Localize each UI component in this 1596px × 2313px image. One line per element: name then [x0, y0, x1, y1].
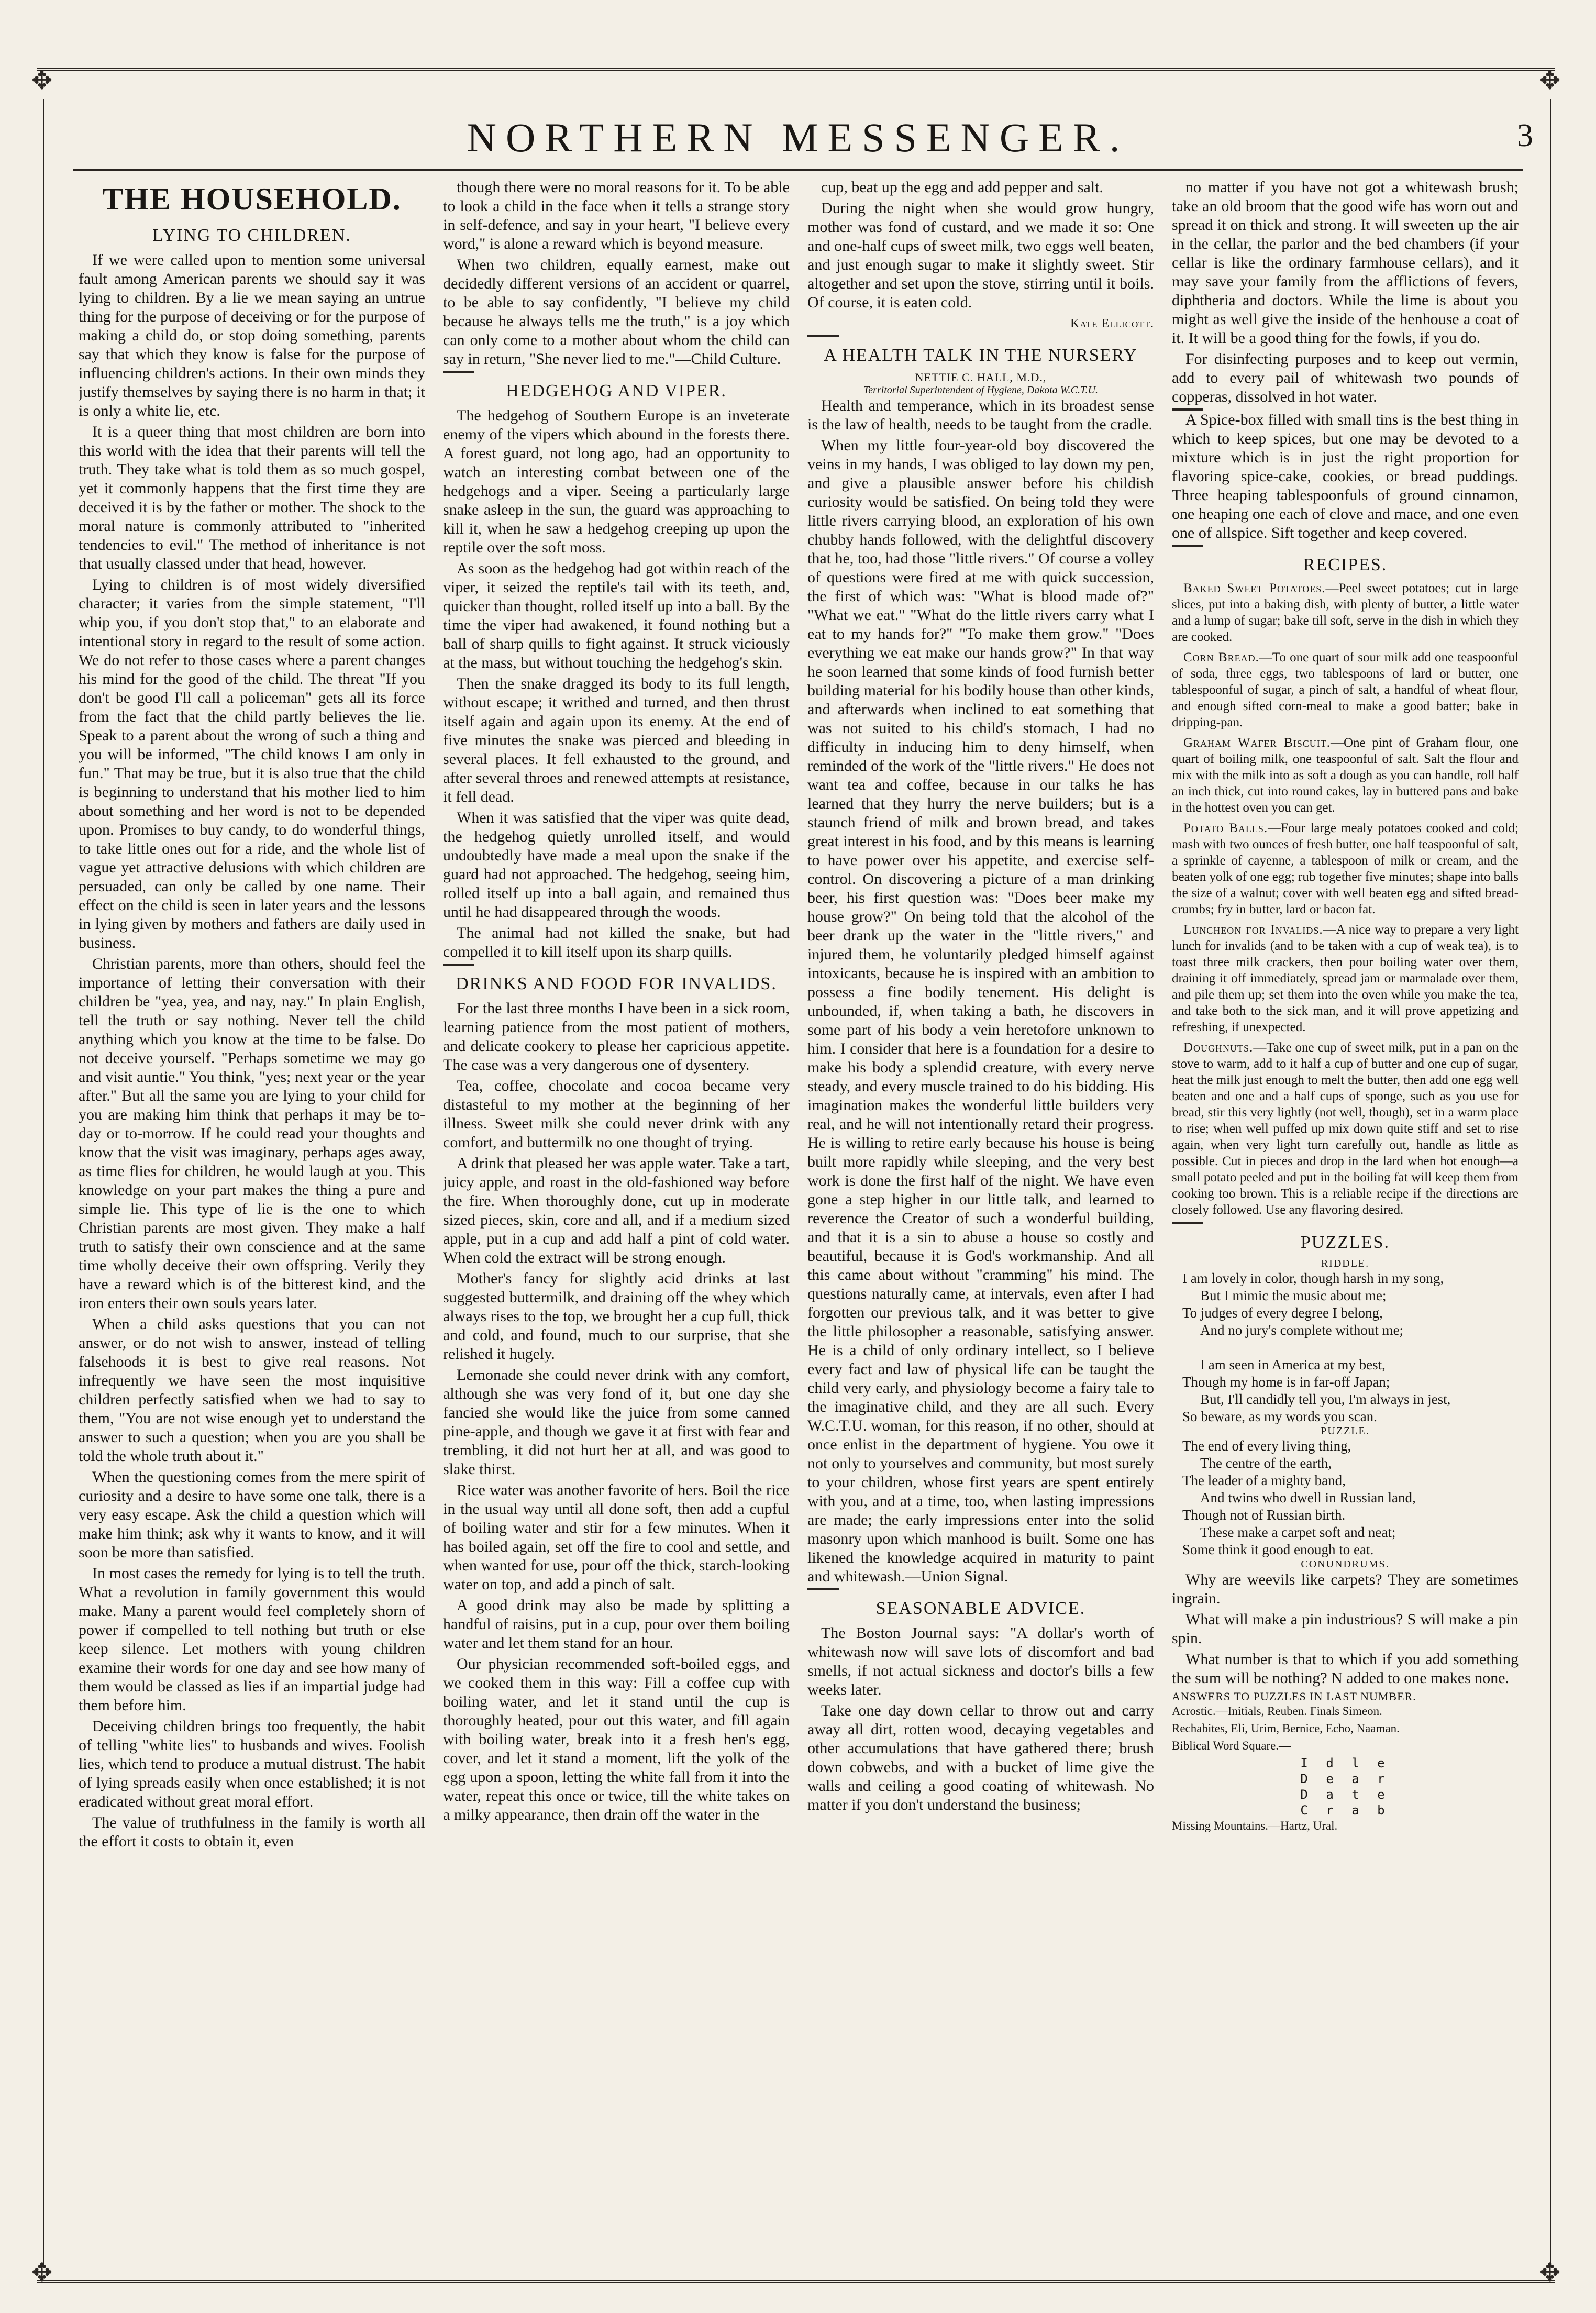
paragraph: A drink that pleased her was apple water. Take a tart, juicy apple, and roast in the old-fashioned way before the fire. When thoroughly done, cut up in moderate sized pieces, skin, core and all, and if a medium sized apple, put in a cup and add half a pint of cold water. When cold the extract will be strong enough. — [443, 1155, 790, 1266]
recipe-text: —Take one cup of sweet milk, put in a pan on the stove to warm, add to it half a cup of butter and one cup of sugar, heat the milk just enough to melt the butter, then add one egg well beaten and one and a half cups of sponge, such as you use for bread, stir this very lightly (not well, though), set in a warm place to rise; when well puffed up mix down quite stiff and set to rise again, when very light turn carefully out, handle as little as possible. Cut in pieces and drop in the lard when hot enough—a small potato peeled and put in the boiling fat will keep them from cooking too brown. This is a reliable recipe if the directions are closely followed. Use any flavoring desired. — [1172, 1041, 1519, 1217]
verse-line: These make a carpet soft and neat; — [1200, 1524, 1396, 1540]
recipe — [1172, 922, 1519, 1035]
recipe — [1172, 820, 1519, 917]
corner-ornament-icon: ✥ — [1539, 66, 1561, 95]
article-continuation — [1172, 178, 1519, 406]
recipe-text: —A nice way to prepare a very light lunch for invalids (and to be taken with a cup of weak tea), is to toast three milk crackers, then pour boiling water over them, draining it off immediately, spread jam or marmalade over them, and pile them up; set them into the oven while you make the tea, and take both to the sick man, and it will prove appetizing and refreshing, if unexpected. — [1172, 923, 1519, 1034]
paragraph: As soon as the hedgehog had got within reach of the viper, it seized the reptile's tail with its teeth, and, quicker than thought, rolled itself up into a ball. By the time the viper had awakened, it found nothing but a ball of sharp quills to fight against. It struck viciously at the mass, but without touching the hedgehog's skin. — [443, 560, 790, 671]
recipe-text: —To one quart of sour milk add one teaspoonful of soda, three eggs, two tablespoons of lard or butter, one tablespoonful of sugar, a pinch of salt, a handful of wheat flour, and enough sifted corn-meal to make a good batter; bake in dripping-pan. — [1172, 650, 1519, 729]
word-square — [1172, 1755, 1519, 1818]
verse-line: And no jury's complete without me; — [1200, 1322, 1404, 1338]
recipe-text: —One pint of Graham flour, one quart of boiling milk, one teaspoonful of salt. Salt the flour and mix with the milk into as soft a dough as you can handle, roll half an inch thick, cut into round cakes, lay in buttered pans and bake in the hottest oven you can get. — [1172, 736, 1519, 815]
column-2 — [443, 178, 790, 2262]
paragraph: though there were no moral reasons for it. To be able to look a child in the face when it tells a strange story in self-defence, and say in your heart, "I believe every word," is alone a reward which is beyond measure. — [443, 179, 790, 252]
column-3 — [807, 178, 1154, 2262]
article-body — [79, 251, 425, 1851]
paragraph: When the questioning comes from the mere spirit of curiosity and a desire to have some one talk, there is a very easy escape. Ask the child a question which will make him think; ask why it wants to know, and it will soon be more than satisfied. — [79, 1468, 425, 1561]
verse-line: The centre of the earth, — [1200, 1455, 1332, 1471]
puzzle-label: PUZZLE. — [1321, 1425, 1370, 1437]
recipe-name: Baked Sweet Potatoes. — [1183, 581, 1326, 595]
verse-line: To judges of every degree I belong, — [1182, 1305, 1383, 1321]
recipe — [1172, 580, 1519, 645]
paragraph: Take one day down cellar to throw out and carry away all dirt, rotten wood, decaying vegetables and other accumulations that have gathered there; brush down cobwebs, and with a bucket of lime give the walls and ceiling a good coating of whitewash. No matter if you don't understand the business; — [807, 1702, 1154, 1813]
article-title: DRINKS AND FOOD FOR INVALIDS. — [456, 974, 777, 993]
paragraph: cup, beat up the egg and add pepper and salt. — [821, 179, 1103, 196]
masthead-rule — [73, 169, 1523, 171]
riddle-verse — [1172, 1270, 1519, 1425]
article-continuation — [443, 178, 790, 369]
answers-list — [1172, 1703, 1519, 1736]
verse-line: D e a r — [1300, 1772, 1390, 1786]
puzzles-title: PUZZLES. — [1301, 1233, 1390, 1252]
article-body — [443, 999, 790, 1824]
paragraph: In most cases the remedy for lying is to tell the truth. What a revolution in family government this would make. Many a parent would feel completely shorn of power if compelled to tell nothing but truth or else keep silence. Let mothers with young children examine their words for one day and see how many of them would be classed as lies if an impartial judge had them before him. — [79, 1565, 425, 1714]
paragraph: Lying to children is of most widely diversified character; it varies from the simple statement, "I'll whip you, if you don't stop that," to an elaborate and intentional story in regard to the result of some action. We do not refer to those cases where a parent changes his mind for the good of the child. The threat "If you don't be good I'll call a policeman" gets all its force from the fact that the child partly believes the lie. Speak to a parent about the wrong of such a thing and you will be informed, "The child knows I am only in fun." That may be true, but it is also true that the child is beginning to understand that his mother lied to him about something and her word is not to be depended upon. Promises to buy candy, to do wonderful things, to take little ones out for a ride, and the whole list of vague yet attractive delusions with which children are persuaded, can only be called by one name. Their effect on the child is seen in later years and the lessons in lying given by mothers and fathers are daily used in business. — [79, 576, 425, 951]
conundrums-label: CONUNDRUMS. — [1301, 1558, 1390, 1570]
paragraph: What will make a pin industrious? S will make a pin spin. — [1172, 1611, 1519, 1647]
paragraph: During the night when she would grow hungry, mother was fond of custard, and we made it so: One and one-half cups of sweet milk, two eggs well beaten, and just enough sugar to make it slightly sweet. Stir altogether and set upon the stove, stirring until it boils. Of course, it is eaten cold. — [807, 200, 1154, 311]
spice-box-paragraph: A Spice-box filled with small tins is the best thing in which to keep spices, but one may be devoted to a mixture which is in just the right proportion for flavoring spice-cake, cookies, or bread puddings. Three heaping tablespoonfuls of ground cinnamon, one heaping one each of clove and mace, and one even one of allspice. Sift together and keep covered. — [1172, 411, 1519, 541]
verse-line: So beware, as my words you scan. — [1182, 1409, 1377, 1424]
byline: NETTIE C. HALL, M.D., — [915, 371, 1047, 384]
paragraph: The value of truthfulness in the family is worth all the effort it costs to obtain it, even — [79, 1814, 425, 1850]
paragraph: Christian parents, more than others, should feel the importance of letting their conversation with their children be "yea, yea, and nay, nay." In plain English, tell the truth or say nothing. Never tell the child anything which you know at the time to be false. Do not deceive yourself. "Perhaps sometime we may go and visit auntie." You think, "yes; next year or the year after." But all the same you are lying to your child for you are making him think that perhaps it may be to-day or to-morrow. If he could read your thoughts and know that the visit was imaginary, perhaps ages away, as time flies for children, he would laugh at you. This knowledge on your part makes the thing a pure and simple lie. This type of lie is the one to which Christian parents are most given. They make a half truth to satisfy their own conscience and at the same time wholly deceive their own offspring. Verily they have a reward which is of the bitterest kind, and the iron enters their own souls years later. — [79, 955, 425, 1312]
paragraph: Tea, coffee, chocolate and cocoa became very distasteful to my mother at the beginning of her illness. Sweet milk she could never drink with any comfort, and buttermilk no one thought of trying. — [443, 1077, 790, 1151]
article-body — [807, 1624, 1154, 1814]
missing-mountains: Missing Mountains.—Hartz, Ural. — [1172, 1819, 1338, 1832]
verse-line: D a t e — [1300, 1787, 1390, 1802]
divider-rule — [443, 371, 474, 373]
paragraph: Health and temperance, which in its broadest sense is the law of health, needs to be taught from the cradle. — [807, 397, 1154, 433]
left-border-rule — [42, 99, 44, 2267]
verse-line: But I mimic the music about me; — [1200, 1288, 1387, 1303]
recipe-name: Graham Wafer Biscuit. — [1183, 736, 1331, 750]
article-title: A HEALTH TALK IN THE NURSERY — [824, 346, 1138, 365]
divider-rule — [1172, 545, 1203, 547]
recipe-name: Corn Bread. — [1183, 650, 1259, 665]
verse-line: The leader of a mighty band, — [1182, 1473, 1346, 1488]
recipe-name: Doughnuts. — [1183, 1041, 1254, 1055]
corner-ornament-icon: ✥ — [1539, 2258, 1561, 2287]
recipe — [1172, 735, 1519, 816]
paragraph: Rice water was another favorite of hers. Boil the rice in the usual way until all done soft, then add a cupful of boiling water and stir for a few minutes. When it has boiled again, set off the fire to cool and settle, and when wanted for use, pour off the thick, starch-looking water on top, and add a pinch of salt. — [443, 1481, 790, 1593]
paragraph: What number is that to which if you add something the sum will be nothing? N added to one makes none. — [1172, 1651, 1519, 1687]
recipe-text: —Peel sweet potatoes; cut in large slices, put into a baking dish, with plenty of butter, a little water and a lump of sugar; bake till soft, serve in the dish in which they are cooked. — [1172, 581, 1519, 644]
recipe-name: Potato Balls. — [1183, 821, 1268, 835]
verse-line — [1182, 1339, 1519, 1356]
recipe-name: Luncheon for Invalids. — [1183, 923, 1323, 937]
paragraph: When my little four-year-old boy discovered the veins in my hands, I was obliged to lay down my pen, and give a plausible answer before his childish curiosity would be satisfied. On being told they were little rivers carrying blood, an exploration of his own chubby hands followed, with the delightful discovery that he, too, had those "little rivers." Of course a volley of questions were fired at me with quick succession, the first of which was: "What is blood made of?" "What we eat." "What do the little rivers carry what I eat to my hands for?" "To make them grow." "Does everything we eat make our hands grow?" In that way he soon learned that some kinds of food furnish better building material for his bodily house than other kinds, and afterwards when inclined to eat something that was not suited to his child's stomach, I had no difficulty in inducing him to deny himself, when reminded of the work of the "little rivers." He does not want tea and coffee, because in our talks he has learned that they hurry the nerve builders; but is a staunch friend of milk and brown bread, and takes great interest in his food, and by this means is learning to have power over his appetite, and exercise self-control. On discovering a picture of a man drinking beer, his first question was: "Does beer make my house grow?" On being told that the alcohol of the beer drank up the water in the "little rivers," and injured them, he voluntarily pledged himself against intoxicants, because he is inspired with an ambition to possess a fine bodily tenement. His delight is unbounded, if, when taking a bath, he discovers in some part of his body a vein heretofore unknown to him. I consider that here is a foundation for a desire to make his body a splendid creature, with every nerve steady, and every muscle trained to do his bidding. His imagination makes the wonderful little builders very real, and he will not intentionally retard their progress. He is willing to retire early because his house is being built more rapidly while sleeping, and the very best work is done the first half of the night. We have even gone a step higher in our little talk, and learned to reverence the Creator of such a wonderful building, and that it is a sin to abuse a house so costly and beautiful, because it is God's workmanship. And all this came about without "cramming" his mind. The questions naturally came, at intervals, even after I had forgotten our previous talk, and it was better to give the little philosopher a reasonable, satisfying answer. He is a child of only ordinary intellect, so I believe every fact and law of physical life can be taught the child very early, and physiology become a fairy tale to the imaginative child, and they are all such. Every W.C.T.U. woman, for this reason, if no other, should at once enlist in the department of hygiene. You owe it not only to yourselves and community, but most surely to your children, whose first years are spent entirely with you, and at a time, too, when lasting impressions are made; the early impressions enter into the solid masonry upon which manhood is built. Some one has likened the knowledge acquired in maturity to paint and whitewash.—Union Signal. — [807, 437, 1154, 1585]
article-title: HEDGEHOG AND VIPER. — [506, 381, 727, 401]
paragraph: no matter if you have not got a whitewash brush; take an old broom that the good wife has worn out and spread it on thick and strong. It will sweeten up the air in the cellar, the parlor and the bed chambers (if your cellar is like the ordinary farmhouse cellars), and it may save your family from the afflictions of fevers, diphtheria and doctors. While the lime is about you might as well give the inside of the henhouse a coat of it. It will be a good thing for the fowls, if you do. — [1172, 179, 1519, 347]
masthead-title: NORTHERN MESSENGER. — [467, 115, 1129, 160]
paragraph: For the last three months I have been in a sick room, learning patience from the most patient of mothers, and delicate cookery to please her capricious appetite. The case was a very dangerous one of dysentery. — [443, 1000, 790, 1074]
paragraph: Mother's fancy for slightly acid drinks at last suggested buttermilk, and draining off the whey which always rises to the top, we brought her a cup full, thick and cold, and found, much to our surprise, that she relished it hugely. — [443, 1270, 790, 1363]
article-title: SEASONABLE ADVICE. — [875, 1599, 1086, 1618]
divider-rule — [443, 964, 474, 966]
recipe — [1172, 1039, 1519, 1218]
recipe-text: —Four large mealy potatoes cooked and cold; mash with two ounces of fresh butter, one half teaspoonful of salt, a sprinkle of cayenne, a tablespoon of milk or cream, and the beaten yolk of one egg; rub together five minutes; shape into balls the size of a walnut; cover with well beaten egg and sifted bread-crumbs; fry in butter, lard or bacon fat. — [1172, 821, 1519, 916]
section-title: THE HOUSEHOLD. — [102, 182, 402, 216]
byline-affiliation: Territorial Superintendent of Hygiene, Dakota W.C.T.U. — [863, 384, 1099, 396]
page-number: 3 — [1517, 118, 1533, 153]
recipes-title: RECIPES. — [1303, 555, 1388, 574]
recipe — [1172, 649, 1519, 731]
verse-line: C r a b — [1300, 1803, 1390, 1818]
article-continuation — [807, 178, 1154, 312]
verse-line: I am lovely in color, though harsh in my song, — [1182, 1270, 1444, 1286]
verse-line: I d l e — [1300, 1756, 1390, 1770]
paragraph: Lemonade she could never drink with any comfort, although she was very fond of it, but one day she fancied she would like the juice from some canned pine-apple, and though we gave it at first with fear and trembling, it did not hurt her at all, and was good to slake thirst. — [443, 1366, 790, 1478]
paragraph: The Boston Journal says: "A dollar's worth of whitewash now will save lots of discomfort and bad smells, if not actual sickness and doctor's bills a few weeks later. — [807, 1624, 1154, 1698]
verse-line: Though my home is in far-off Japan; — [1182, 1374, 1390, 1390]
paragraph: Deceiving children brings too frequently, the habit of telling "white lies" to husbands and wives. Foolish lies, which tend to produce a mutual distrust. The habit of lying spreads easily when once established; it is not eradicated without great moral effort. — [79, 1718, 425, 1810]
paragraph: For disinfecting purposes and to keep out vermin, add to every pail of whitewash two pounds of copperas, dissolved in hot water. — [1172, 350, 1519, 405]
column-1 — [79, 178, 425, 2262]
recipe-list — [1172, 580, 1519, 1218]
paragraph: Then the snake dragged its body to its full length, without escape; it writhed and turned, and then thrust itself again and again upon its enemy. At the end of five minutes the snake was pierced and bleeding in several places. It fell exhausted to the ground, and after several throes and renewed attempts at resistance, it fell dead. — [443, 675, 790, 805]
paragraph: When it was satisfied that the viper was quite dead, the hedgehog quietly unrolled itself, and would undoubtedly have made a meal upon the snake if the guard had not approached. The hedgehog, seeing him, rolled itself up into a ball again, and remained thus until he had disappeared through the woods. — [443, 809, 790, 921]
paragraph: The hedgehog of Southern Europe is an inveterate enemy of the vipers which abound in the forests there. A forest guard, not long ago, had an opportunity to watch an interesting combat between one of the hedgehogs and a viper. Seeing a particularly large snake asleep in the sun, the guard was approaching to kill it, when he saw a hedgehog creeping up upon the reptile over the soft moss. — [443, 407, 790, 556]
paragraph: The animal had not killed the snake, but had compelled it to kill itself upon its sharp quills. — [443, 924, 790, 960]
riddle-label: RIDDLE. — [1321, 1258, 1370, 1269]
verse-line: But, I'll candidly tell you, I'm always in jest, — [1200, 1391, 1451, 1407]
word-square-label: Biblical Word Square.— — [1172, 1739, 1291, 1752]
conundrum-list — [1172, 1570, 1519, 1688]
verse-line: Some think it good enough to eat. — [1182, 1542, 1374, 1557]
paragraph: When a child asks questions that you can not answer, or do not wish to answer, instead of telling falsehoods it is best to give real reasons. Not infrequently we have seen the most inquisitive children perfectly satisfied when we had to say to them, "You are not wise enough yet to understand the answer to such a question; when you are you shall be told the whole truth about it." — [79, 1315, 425, 1465]
paragraph: Acrostic.—Initials, Reuben. Finals Simeon. — [1172, 1705, 1382, 1718]
corner-ornament-icon: ✥ — [31, 66, 53, 95]
verse-line: I am seen in America at my best, — [1200, 1357, 1386, 1373]
puzzle-verse — [1172, 1437, 1519, 1558]
paragraph: Why are weevils like carpets? They are sometimes ingrain. — [1172, 1571, 1519, 1607]
corner-ornament-icon: ✥ — [31, 2258, 53, 2287]
verse-line: And twins who dwell in Russian land, — [1200, 1490, 1416, 1506]
divider-rule — [807, 335, 839, 337]
signature: Kate Ellicott. — [1070, 317, 1154, 330]
verse-line: Though not of Russian birth. — [1182, 1507, 1346, 1523]
paragraph: It is a queer thing that most children are born into this world with the idea that their parents will tell the truth. They take what is told them as so much gospel, yet it commonly happens that the first time they are deceived it is by the father or mother. The shock to the moral nature is commonly attributed to "inherited tendencies to evil." The method of inheritance is not that usually classed under that head, however. — [79, 423, 425, 572]
divider-rule — [807, 1588, 839, 1590]
verse-line: The end of every living thing, — [1182, 1438, 1351, 1454]
divider-rule — [1172, 1222, 1203, 1224]
paragraph: When two children, equally earnest, make out decidedly different versions of an accident or quarrel, to be able to say confidently, "I believe my child because he always tells me the truth," is a joy which can only come to a mother about whom the child can say in return, "She never lied to me."—Child Culture. — [443, 256, 790, 368]
paragraph: A good drink may also be made by splitting a handful of raisins, put in a cup, pour over them boiling water and let them stand for an hour. — [443, 1597, 790, 1652]
paragraph: If we were called upon to mention some universal fault among American parents we should say it was lying to children. By a lie we mean saying an untrue thing for the purpose of deceiving or for the purpose of making a child do, or stop doing something, parents say that which they know is false for the purpose of influencing children's actions. In their own minds they justify themselves by saying there is no harm in that; it is only a white lie, etc. — [79, 251, 425, 419]
article-body — [443, 406, 790, 961]
article-body — [807, 396, 1154, 1586]
columns — [79, 178, 1519, 2262]
paragraph: Rechabites, Eli, Urim, Bernice, Echo, Naaman. — [1172, 1722, 1400, 1735]
paragraph: Our physician recommended soft-boiled eggs, and we cooked them in this way: Fill a coffee cup with boiling water, and let it stand until the cup is thoroughly heated, pour out this water, and fill again with boiling water, break into it a fresh hen's egg, cover, and let it stand a moment, lift the yolk of the egg upon a spoon, letting the white fall from it into the water, repeat this once or twice, till the white takes on a milky appearance, then drain off the water in the — [443, 1655, 790, 1823]
answers-title: ANSWERS TO PUZZLES IN LAST NUMBER. — [1172, 1690, 1416, 1703]
article-title: LYING TO CHILDREN. — [152, 226, 351, 245]
column-4 — [1172, 178, 1519, 2262]
right-border-rule — [1549, 99, 1551, 2267]
